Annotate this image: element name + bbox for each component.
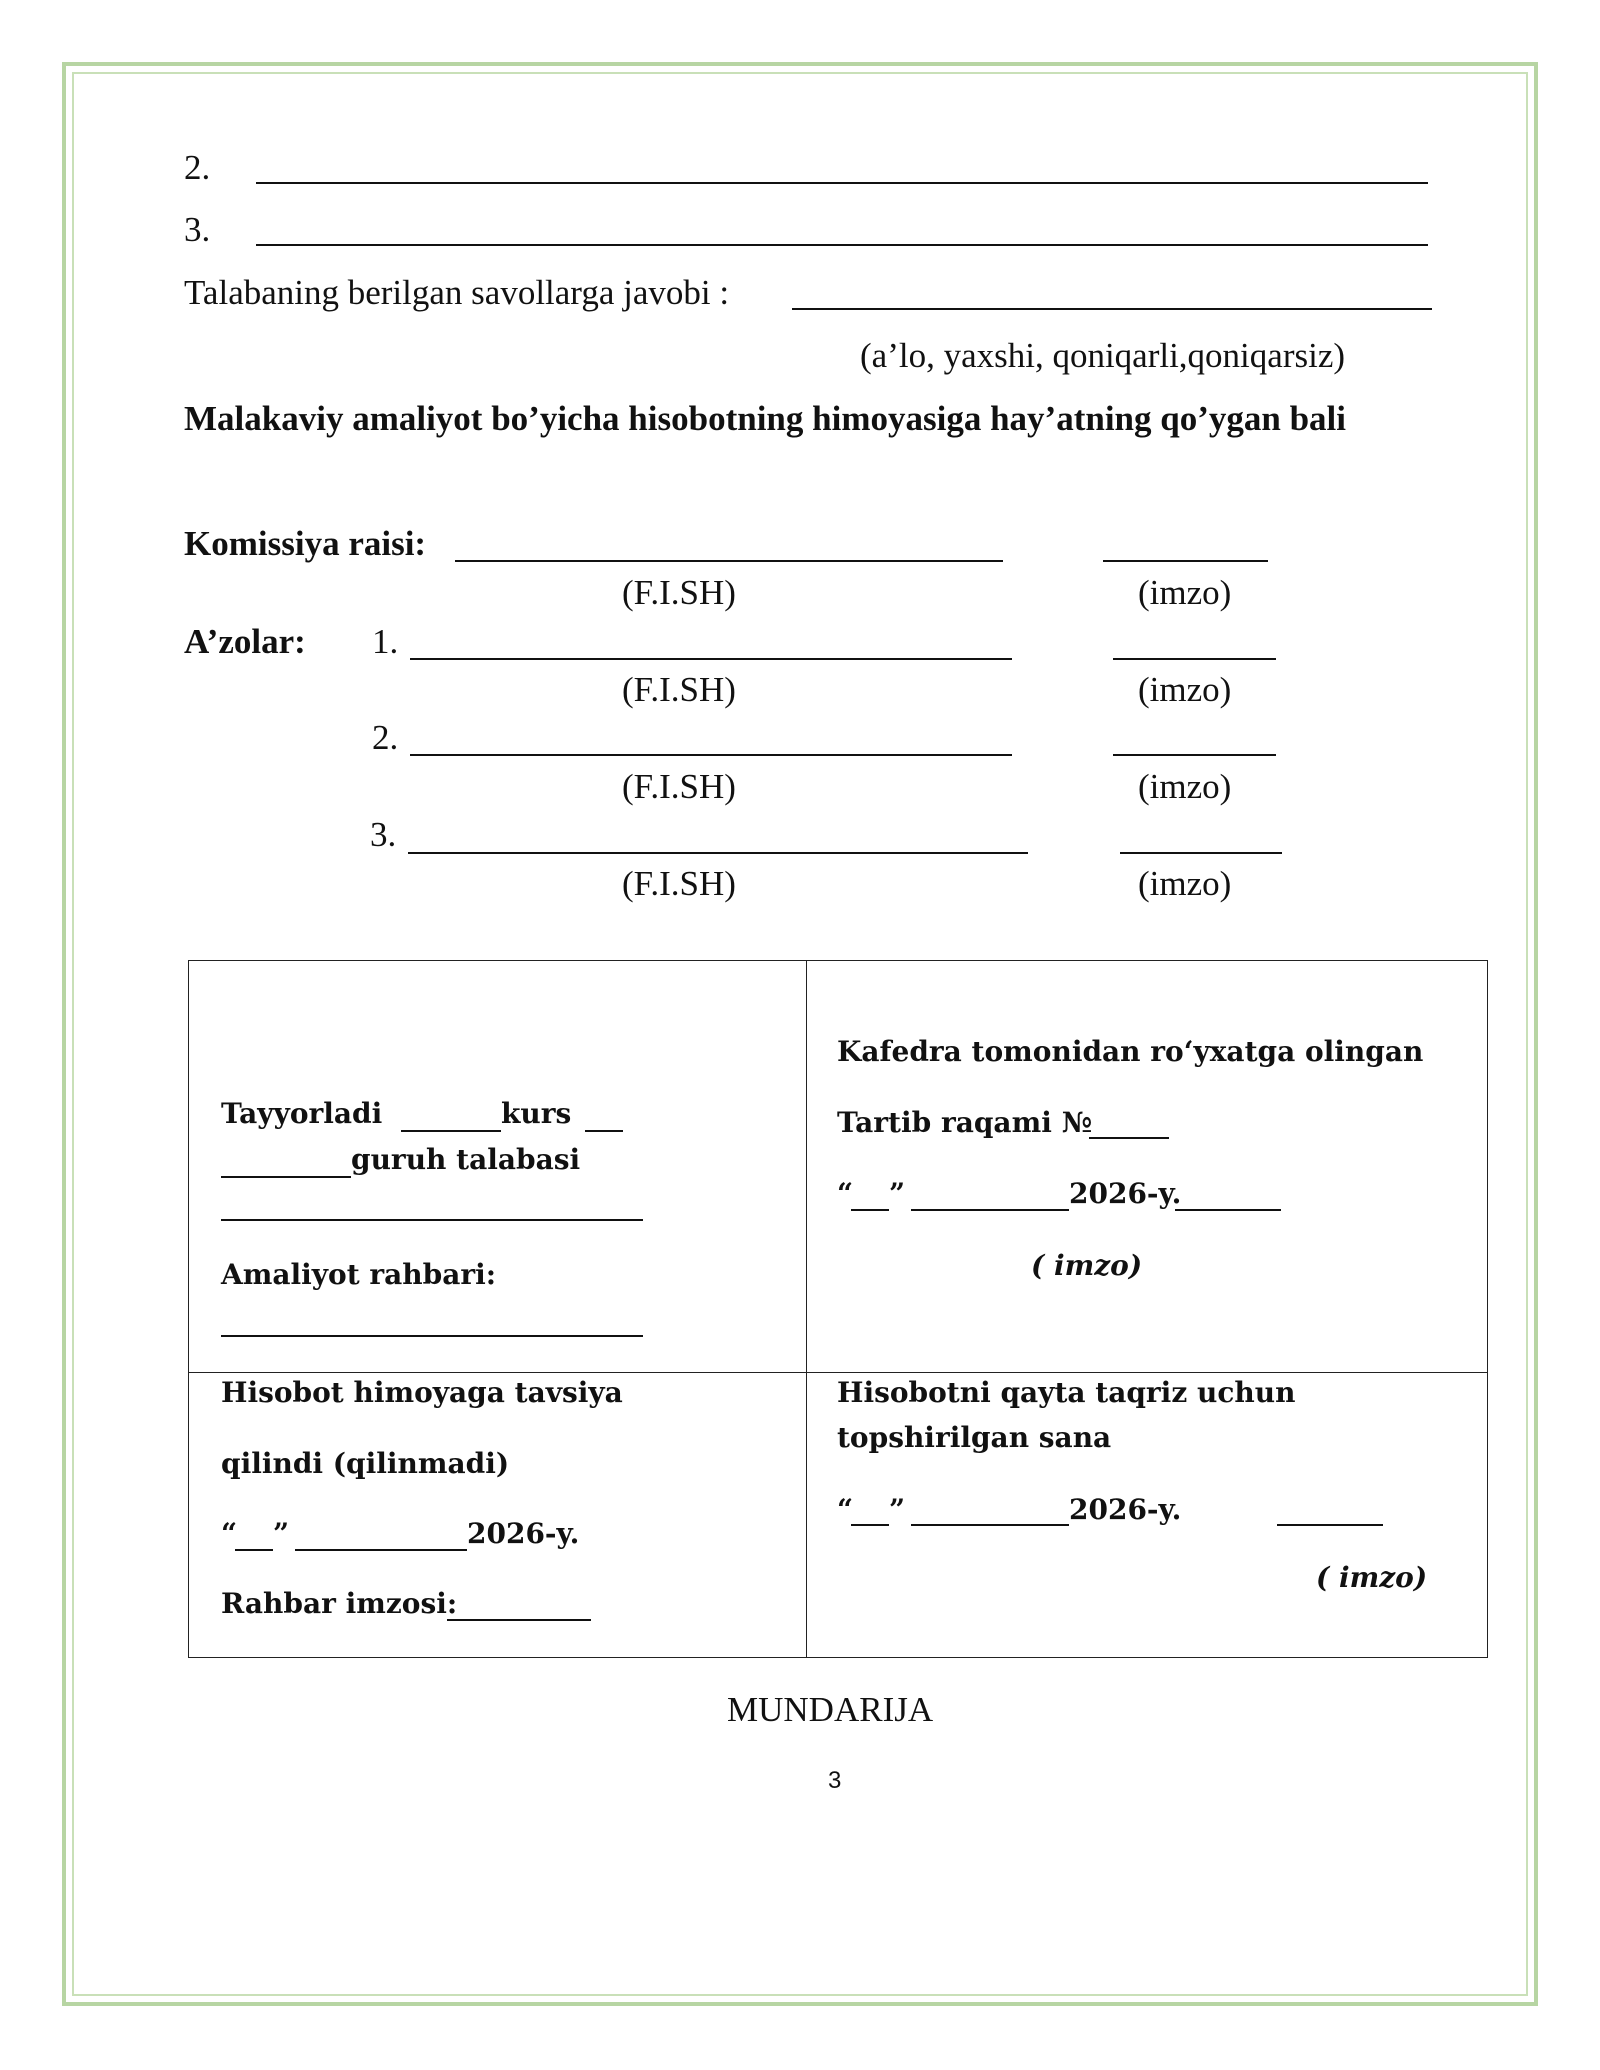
- page-number: 3: [828, 1767, 842, 1794]
- chair-sign-line: [1103, 560, 1268, 562]
- imzo-caption: (imzo): [1138, 864, 1232, 903]
- serial-number-line: [1089, 1137, 1169, 1139]
- day-line: [851, 1524, 889, 1526]
- fish-caption: (F.I.SH): [622, 573, 736, 612]
- sign-line: [1277, 1524, 1383, 1526]
- grade-options-hint: (a’lo, yaxshi, qoniqarli,qoniqarsiz): [860, 336, 1346, 375]
- date-quote-open: “: [837, 1177, 854, 1210]
- sign-line: [1175, 1209, 1281, 1211]
- member-number-3: 3.: [370, 815, 397, 854]
- kurs-label: kurs: [501, 1097, 572, 1130]
- member-2-sign-line: [1113, 754, 1276, 756]
- supervisor-line: [221, 1335, 643, 1337]
- supervisor-sign-line: [447, 1619, 591, 1621]
- year-label: 2026-y.: [467, 1517, 580, 1550]
- date-quote-close: ”: [889, 1177, 906, 1210]
- member-3-sign-line: [1120, 852, 1282, 854]
- toc-title: MUNDARIJA: [727, 1690, 934, 1729]
- date-quote-close: ”: [273, 1517, 290, 1550]
- supervisor-sign-label: Rahbar imzosi:: [221, 1587, 458, 1620]
- imzo-caption: (imzo): [1138, 670, 1232, 709]
- fish-caption: (F.I.SH): [622, 864, 736, 903]
- day-line: [851, 1209, 889, 1211]
- member-2-name-line: [410, 754, 1012, 756]
- commission-chair-label: Komissiya raisi:: [184, 524, 427, 563]
- student-name-line: [221, 1219, 643, 1221]
- kurs-line: [401, 1130, 501, 1132]
- chair-name-line: [455, 560, 1003, 562]
- recommend-label-line1: Hisobot himoyaga tavsiya: [221, 1376, 623, 1409]
- answer-label: Talabaning berilgan savollarga javobi :: [184, 273, 730, 312]
- group-line: [221, 1176, 351, 1178]
- resubmit-label-line2: topshirilgan sana: [837, 1421, 1112, 1454]
- supervisor-label: Amaliyot rahbari:: [221, 1258, 497, 1291]
- imzo-label: ( imzo): [1316, 1561, 1428, 1594]
- kurs-extra-line: [585, 1130, 623, 1132]
- list-number-2: 2.: [184, 148, 211, 187]
- month-line: [911, 1209, 1069, 1211]
- answer-grade-line: [792, 308, 1432, 310]
- year-label: 2026-y.: [1069, 1493, 1182, 1526]
- prepared-label: Tayyorladi: [221, 1097, 383, 1130]
- table-column-divider: [806, 961, 807, 1657]
- date-quote-open: “: [221, 1517, 238, 1550]
- registration-table: [188, 960, 1488, 1658]
- imzo-caption: (imzo): [1138, 573, 1232, 612]
- answer-line-2: [256, 182, 1428, 184]
- list-number-3: 3.: [184, 210, 211, 249]
- fish-caption: (F.I.SH): [622, 670, 736, 709]
- serial-number-label: Tartib raqami №: [837, 1106, 1093, 1139]
- section-heading: Malakaviy amaliyot bo’yicha hisobotning himoyasiga hay’atning qo’ygan bali: [184, 399, 1347, 438]
- recommend-label-line2: qilindi (qilinmadi): [221, 1447, 510, 1480]
- imzo-label: ( imzo): [1031, 1249, 1143, 1282]
- day-line: [235, 1549, 273, 1551]
- resubmit-label-line1: Hisobotni qayta taqriz uchun: [837, 1376, 1296, 1409]
- answer-line-3: [256, 244, 1428, 246]
- table-row-divider: [189, 1372, 1487, 1373]
- member-1-name-line: [410, 658, 1012, 660]
- month-line: [295, 1549, 467, 1551]
- member-1-sign-line: [1113, 658, 1276, 660]
- group-label: guruh talabasi: [351, 1143, 581, 1176]
- date-quote-close: ”: [889, 1493, 906, 1526]
- year-label: 2026-y.: [1069, 1177, 1182, 1210]
- members-label: A’zolar:: [184, 622, 306, 661]
- imzo-caption: (imzo): [1138, 767, 1232, 806]
- member-number-2: 2.: [372, 718, 399, 757]
- month-line: [911, 1524, 1069, 1526]
- date-quote-open: “: [837, 1493, 854, 1526]
- kafedra-registered-label: Kafedra tomonidan ro‘yxatga olingan: [837, 1035, 1424, 1068]
- fish-caption: (F.I.SH): [622, 767, 736, 806]
- member-3-name-line: [408, 852, 1028, 854]
- member-number-1: 1.: [372, 622, 399, 661]
